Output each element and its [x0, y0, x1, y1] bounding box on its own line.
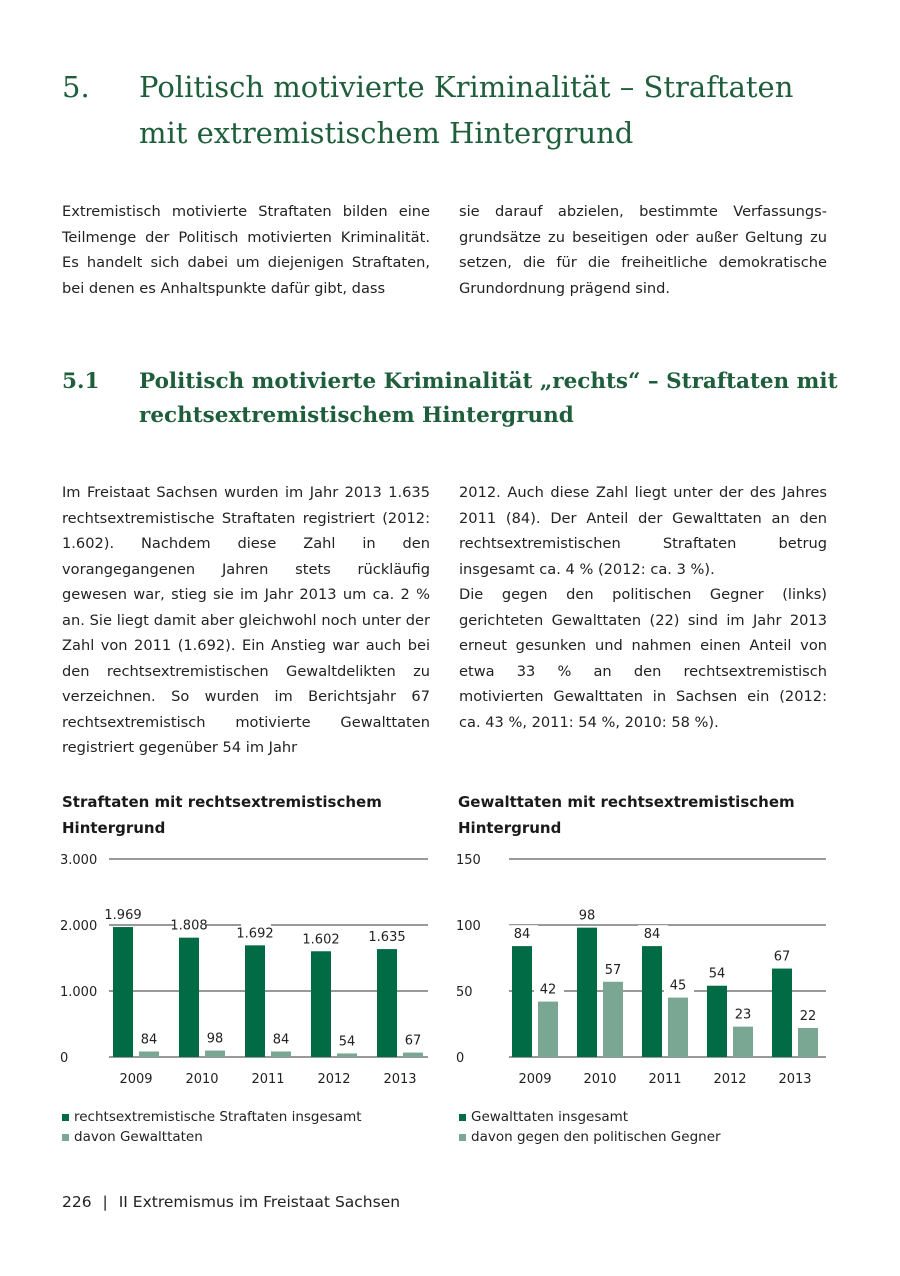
subsection-heading — [62, 365, 842, 433]
footer-chapter: II Extremismus im Freistaat Sachsen — [118, 1193, 401, 1211]
legend-label: davon gegen den politischen Gegner — [471, 1129, 721, 1145]
x-tick-label: 2010 — [185, 1072, 219, 1087]
y-tick-label: 0 — [60, 1051, 69, 1066]
x-tick-label: 2013 — [383, 1072, 417, 1087]
legend-swatch — [62, 1114, 69, 1121]
bar-subset — [271, 1051, 291, 1057]
bar-total — [311, 951, 331, 1057]
bar-subset — [403, 1053, 423, 1057]
legend-swatch — [62, 1134, 69, 1141]
x-tick-label: 2012 — [713, 1072, 747, 1087]
y-tick-label: 150 — [456, 853, 481, 868]
bar-total — [642, 946, 662, 1057]
legend-swatch — [459, 1114, 466, 1121]
x-tick-label: 2009 — [518, 1072, 552, 1087]
data-label: 42 — [539, 982, 557, 998]
y-tick-label: 0 — [456, 1051, 465, 1066]
data-label: 1.635 — [368, 930, 406, 946]
section-title: Politisch motivierte Kriminalität – Straftaten mit extremistischem Hintergrund — [139, 70, 794, 150]
y-tick-label: 1.000 — [60, 985, 98, 1000]
bar-subset — [538, 1002, 558, 1057]
legend-label: rechtsextremistische Straftaten insgesamt — [74, 1109, 362, 1125]
data-label: 45 — [669, 978, 687, 994]
bar-total — [179, 938, 199, 1057]
y-tick-label: 2.000 — [60, 919, 98, 934]
bar-total — [512, 946, 532, 1057]
y-tick-label: 3.000 — [60, 853, 98, 868]
data-label: 84 — [272, 1032, 290, 1048]
chart-title-gewalttaten: Gewalttaten mit rechtsextremistischem Hintergrund — [458, 793, 795, 837]
x-tick-label: 2010 — [583, 1072, 617, 1087]
data-label: 98 — [578, 908, 596, 924]
chart-straftaten — [50, 845, 430, 1095]
data-label: 54 — [338, 1034, 356, 1050]
bar-total — [377, 949, 397, 1057]
section-heading — [62, 64, 842, 156]
bar-subset — [733, 1027, 753, 1057]
data-label: 1.808 — [170, 918, 208, 934]
data-label: 84 — [513, 927, 531, 943]
legend-item — [459, 1127, 721, 1147]
data-label: 22 — [799, 1008, 817, 1024]
data-label: 1.692 — [236, 926, 274, 942]
intro-column-right — [459, 199, 827, 301]
bar-total — [577, 928, 597, 1057]
page-footer — [62, 1193, 400, 1211]
data-label: 84 — [643, 927, 661, 943]
data-label: 57 — [604, 962, 622, 978]
body-column-right — [459, 480, 827, 735]
chart-gewalttaten — [446, 845, 836, 1095]
data-label: 67 — [773, 949, 791, 965]
data-label: 1.969 — [104, 908, 142, 924]
bar-total — [113, 927, 133, 1057]
legend-swatch — [459, 1134, 466, 1141]
page-number: 226 — [62, 1193, 92, 1211]
legend-straftaten — [62, 1107, 362, 1147]
legend-label: Gewalttaten insgesamt — [471, 1109, 629, 1125]
body-text-right-p2: Die gegen den politischen Gegner (links) gerichteten Gewalttaten (22) sind im Jahr 2013 erneut gesunken und nahmen einen Anteil von etwa 33 % an den rechtsextremistisch motivierten Gewalttaten in Sachsen ein (2012: ca. 43 %, 2011: 54 %, 2010: 58 %). — [459, 586, 827, 731]
body-column-left — [62, 480, 430, 761]
data-label: 54 — [708, 966, 726, 982]
legend-item — [62, 1107, 362, 1127]
bar-total — [707, 986, 727, 1057]
section-number: 5. — [62, 70, 90, 104]
subsection-title: Politisch motivierte Kriminalität „rechts“ – Straftaten mit rechtsextremistischem Hintergrund — [139, 369, 838, 428]
y-tick-label: 100 — [456, 919, 481, 934]
footer-separator: | — [102, 1193, 108, 1211]
body-text-left: Im Freistaat Sachsen wurden im Jahr 2013 1.635 rechtsextremistische Straftaten registriert (2012: 1.602). Nachdem diese Zahl in den vorangegangenen Jahren stets rückläufig gewesen war, stieg sie im Jahr 2013 um ca. 2 % an. Sie liegt damit aber gleichwohl noch unter der Zahl von 2011 (1.692). Ein Anstieg war auch bei den rechtsextremistischen Gewaltdelikten zu verzeichnen. So wurden im Berichtsjahr 67 rechtsextremistisch motivierte Gewalttaten registriert gegenüber 54 im Jahr — [62, 484, 430, 756]
bar-subset — [668, 998, 688, 1057]
x-tick-label: 2011 — [251, 1072, 285, 1087]
bar-subset — [139, 1051, 159, 1057]
x-tick-label: 2009 — [119, 1072, 153, 1087]
data-label: 98 — [206, 1031, 224, 1047]
legend-gewalttaten — [459, 1107, 721, 1147]
intro-text-left: Extremistisch motivierte Straftaten bilden eine Teilmenge der Politisch motivierten Kriminalität. Es handelt sich dabei um diejenigen Straftaten, bei denen es Anhaltspunkte dafür gibt, dass — [62, 203, 430, 297]
data-label: 67 — [404, 1033, 422, 1049]
chart-title-straftaten: Straftaten mit rechtsextremistischem Hintergrund — [62, 793, 382, 837]
data-label: 84 — [140, 1032, 158, 1048]
bar-subset — [798, 1028, 818, 1057]
data-label: 1.602 — [302, 932, 340, 948]
x-tick-label: 2012 — [317, 1072, 351, 1087]
legend-item — [62, 1127, 362, 1147]
bar-subset — [337, 1053, 357, 1057]
legend-item — [459, 1107, 721, 1127]
x-tick-label: 2011 — [648, 1072, 682, 1087]
x-tick-label: 2013 — [778, 1072, 812, 1087]
subsection-number: 5.1 — [62, 369, 100, 394]
body-text-right-p1: 2012. Auch diese Zahl liegt unter der des Jahres 2011 (84). Der Anteil der Gewalttaten an den rechtsextremistischen Straftaten betrug insgesamt ca. 4 % (2012: ca. 3 %). — [459, 484, 827, 578]
y-tick-label: 50 — [456, 985, 473, 1000]
bar-subset — [603, 982, 623, 1057]
bar-total — [772, 969, 792, 1057]
intro-text-right: sie darauf abzielen, bestimmte Verfassungsgrundsätze zu beseitigen oder außer Geltung zu setzen, die für die freiheitliche demokratische Grundordnung prägend sind. — [459, 203, 827, 297]
legend-label: davon Gewalttaten — [74, 1129, 203, 1145]
intro-column-left — [62, 199, 430, 301]
bar-total — [245, 945, 265, 1057]
data-label: 23 — [734, 1007, 752, 1023]
bar-subset — [205, 1051, 225, 1057]
